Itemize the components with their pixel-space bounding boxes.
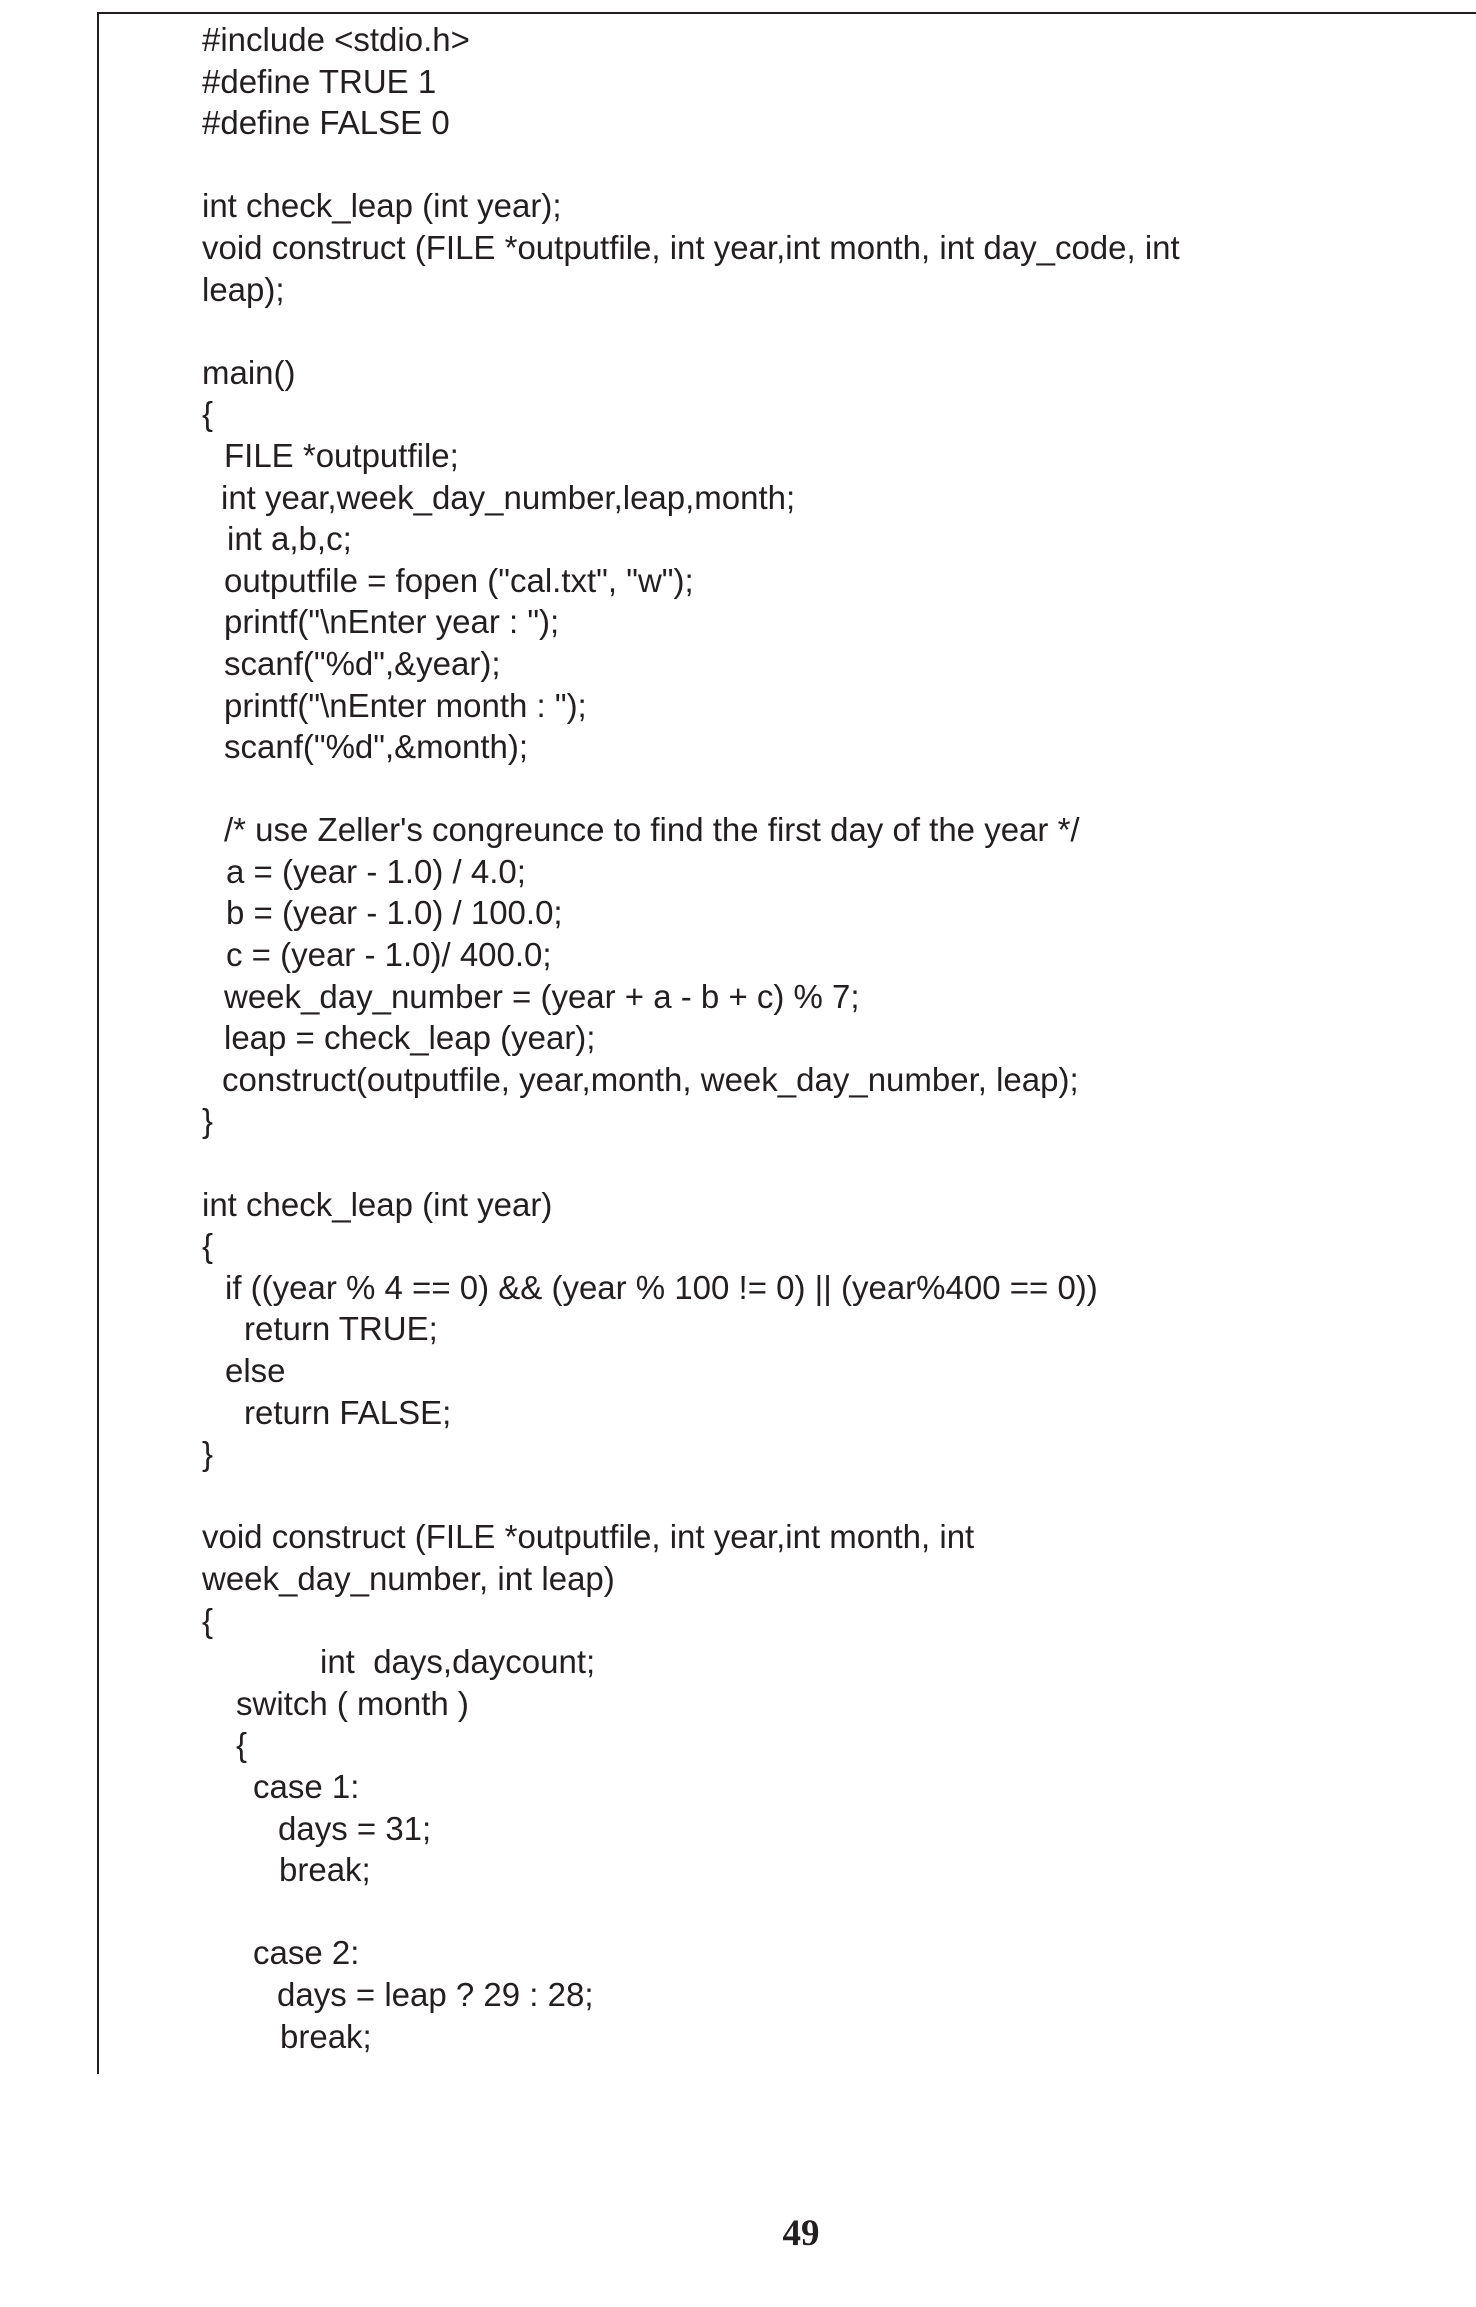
- blank-line: [0, 144, 1476, 186]
- code-line: scanf("%d",&month);: [224, 728, 529, 766]
- code-line: #define FALSE 0: [202, 104, 450, 142]
- code-line: else: [225, 1352, 286, 1389]
- code-line: b = (year - 1.0) / 100.0;: [226, 894, 563, 932]
- code-line: days = 31;: [278, 1809, 432, 1847]
- code-line: main(): [202, 353, 296, 391]
- code-listing: [0, 19, 1476, 2057]
- code-line: }: [202, 1435, 214, 1473]
- code-line: if ((year % 4 == 0) && (year % 100 != 0) || (year%400 == 0)): [225, 1268, 1098, 1306]
- code-line: {: [236, 1726, 248, 1764]
- code-line: case 1:: [253, 1767, 360, 1805]
- blank-line: [0, 1142, 1476, 1184]
- code-line: leap = check_leap (year);: [224, 1019, 596, 1057]
- code-line: {: [202, 395, 214, 433]
- code-line: #define TRUE 1: [202, 62, 437, 100]
- code-line: void construct (FILE *outputfile, int year,int month, int day_code, int: [202, 228, 1180, 266]
- page-number: 49: [782, 2213, 820, 2254]
- code-line: return TRUE;: [244, 1310, 438, 1348]
- code-line: printf("\nEnter year : ");: [224, 603, 560, 641]
- code-line: week_day_number = (year + a - b + c) % 7;: [224, 977, 860, 1015]
- code-line: days = leap ? 29 : 28;: [277, 1975, 594, 2013]
- code-line: printf("\nEnter month : ");: [224, 686, 587, 724]
- blank-line: [0, 310, 1476, 352]
- code-line: case 2:: [253, 1934, 360, 1972]
- code-line: FILE *outputfile;: [224, 436, 459, 474]
- code-line: /* use Zeller's congreunce to find the first day of the year */: [224, 811, 1080, 849]
- code-line: {: [202, 1601, 214, 1639]
- code-line: }: [202, 1102, 214, 1140]
- code-line: break;: [279, 1851, 371, 1889]
- code-line: a = (year - 1.0) / 4.0;: [226, 852, 526, 890]
- code-line: switch ( month ): [236, 1684, 469, 1722]
- code-line: int check_leap (int year): [202, 1185, 553, 1223]
- code-line: c = (year - 1.0)/ 400.0;: [226, 936, 552, 974]
- code-line: int check_leap (int year);: [202, 187, 562, 225]
- code-line: scanf("%d",&year);: [224, 644, 501, 682]
- frame-top-border: [97, 12, 1476, 14]
- code-line: return FALSE;: [244, 1393, 452, 1431]
- blank-line: [0, 1891, 1476, 1933]
- code-line: void construct (FILE *outputfile, int year,int month, int: [202, 1518, 975, 1556]
- code-line: #include <stdio.h>: [202, 21, 470, 58]
- blank-line: [0, 768, 1476, 810]
- code-line: int year,week_day_number,leap,month;: [221, 478, 796, 516]
- code-line: leap);: [202, 270, 285, 308]
- code-line: outputfile = fopen ("cal.txt", "w");: [224, 561, 694, 599]
- code-line: construct(outputfile, year,month, week_day_number, leap);: [222, 1060, 1079, 1098]
- code-line: week_day_number, int leap): [202, 1559, 615, 1597]
- code-line: {: [202, 1227, 214, 1265]
- blank-line: [0, 1475, 1476, 1517]
- code-line: int days,daycount;: [320, 1643, 596, 1681]
- code-line: int a,b,c;: [227, 520, 352, 558]
- code-line: break;: [280, 2017, 372, 2055]
